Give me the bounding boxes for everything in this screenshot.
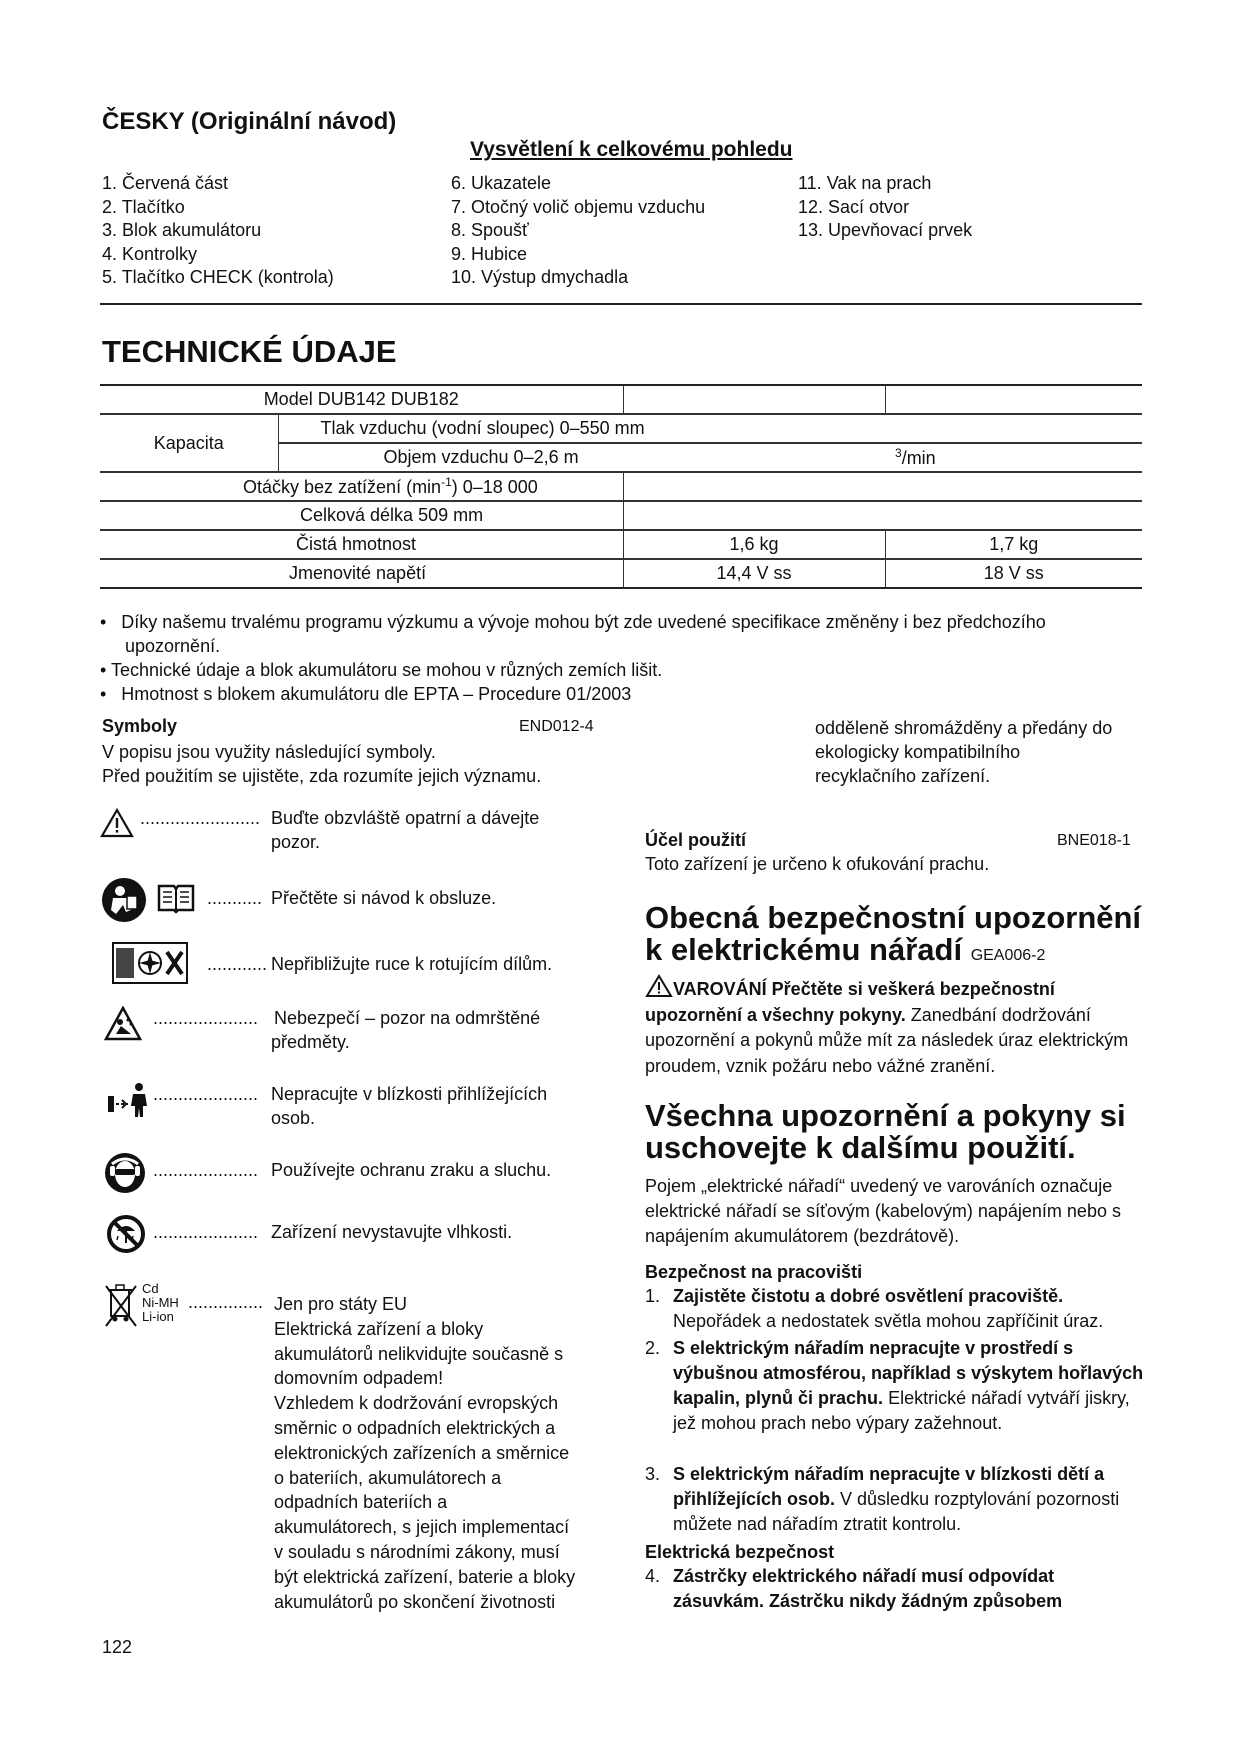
overview-item: 5. Tlačítko CHECK (kontrola) [102,267,334,287]
model-cell: Model DUB142 DUB182 [100,385,623,414]
symbol-row-bystanders: ..................... Nepracujte v blízkosti přihlížejících osob. [100,1082,610,1132]
list-item: 3. S elektrickým nářadím nepracujte v blízkosti dětí a přihlížejících osob. V důsledku rozptylování pozornosti můžete nad nářadím ztratit kontrolu. [645,1464,1120,1534]
symbols-intro: V popisu jsou využity následující symboly. Před použitím se ujistěte, zda rozumíte jejich významu. [102,742,542,786]
specs-title: TECHNICKÉ ÚDAJE [102,334,397,369]
general-safety-code: GEA006-2 [970,947,1046,964]
overview-item: 7. Otočný volič objemu vzduchu [451,196,706,217]
book-icon [156,882,196,914]
rotating-parts-hand-icon [112,942,188,984]
speed-value: ) 0–18 000 [451,477,538,497]
no-rain-icon [106,1214,146,1254]
weight-dub182: 1,7 kg [885,530,1142,559]
list-item: 1. Zajistěte čistotu a dobré osvětlení pracoviště. Nepořádek a nedostatek světla mohou zapříčinit úraz. [645,1286,1104,1331]
overview-item: 11. Vak na prach [798,173,932,193]
language-title: ČESKY (Originální návod) [102,108,397,135]
note-line: upozornění. [100,636,221,656]
voltage-label: Jmenovité napětí [100,559,623,588]
purpose-code: BNE018-1 [1057,832,1131,849]
keep-instructions-heading: Všechna upozornění a pokyny si uschovejte k dalšímu použití. [645,1098,1126,1165]
term-paragraph: Pojem „elektrické nářadí“ uvedený ve varováních označuje elektrické nářadí se síťovým (kabelovým) napájením nebo s napájením akumulátorem (bezdrátově). [645,1176,1121,1246]
warning-triangle-icon [645,974,673,998]
spec-notes [100,610,1140,706]
note-line: • Technické údaje a blok akumulátoru se mohou v různých zemích lišit. [100,660,663,680]
table-row [100,501,1142,530]
symbol-row-eu-disposal: Cd Ni-MH Li-ion ............... Jen pro státy EU Elektrická zařízení a bloky akumulátorů nelikvidujte současně s domovním odpadem! Vzhledem k dodržování evropských směrnic o odpadních elektrických a elektronických zařízeních a směrnice o bateriích, akumulátorech a odpadních bateriích a akumulátorech, s jejich implementací v souladu s národními zákony, musí být elektrická zařízení, baterie a bloky akumulátorů po skončení životnosti [100,1282,620,1622]
overview-item: 13. Upevňovací prvek [798,220,973,240]
overview-item: 4. Kontrolky [102,243,198,264]
overview-item: 6. Ukazatele [451,173,552,193]
volume-value: Objem vzduchu 0–2,6 m [383,447,579,467]
speed-cell [100,472,623,501]
eye-ear-protection-icon [104,1152,146,1194]
workplace-safety-heading: Bezpečnost na pracovišti [645,1262,863,1282]
symbol-row-read-manual: ........... Přečtěte si návod k obsluze. [100,876,610,924]
overview-item: 10. Výstup dmychadla [451,267,629,287]
overview-item: 9. Hubice [451,243,528,264]
overview-item: 3. Blok akumulátoru [102,220,262,240]
overview-column-1 [102,172,334,290]
list-item: 4. Zástrčky elektrického nářadí musí odpovídat zásuvkám. Zástrčku nikdy žádným způsobem [645,1566,1063,1611]
symbol-row-eye-ear-protection: ..................... Používejte ochranu zraku a sluchu. [100,1152,610,1200]
warning-triangle-icon [100,808,134,838]
purpose-heading: Účel použití [645,830,747,850]
table-row [100,414,1142,443]
symbol-row-rotating-parts: ............ Nepřibližujte ruce k rotujícím dílům. [100,940,610,988]
symbols-heading: Symboly [102,716,178,736]
flying-objects-warning-icon [104,1006,142,1042]
warning-paragraph: VAROVÁNÍ Přečtěte si veškerá bezpečnostní upozornění a všechny pokyny. Zanedbání dodržování upozornění a pokynů může mít za následek úraz elektrickým proudem, vznik požáru nebo vážné zranění. [645,974,1145,1079]
table-row [100,530,1142,559]
general-safety-heading: Obecná bezpečnostní upozornění k elektrickému nářadí GEA006-2 [645,900,1142,967]
crossed-bin-icon [104,1282,138,1330]
speed-sup: -1 [441,475,452,489]
weight-dub142: 1,6 kg [623,530,885,559]
specs-table [100,384,1142,589]
note-line: • Díky našemu trvalému programu výzkumu a vývoje mohou být zde uvedené specifikace změněny i bez předchozího [100,612,1046,632]
symbol-row-caution: ........................ Buďte obzvláště opatrní a dávejte pozor. [100,806,610,856]
electric-safety-heading: Elektrická bezpečnost [645,1542,835,1562]
list-item: 2. S elektrickým nářadím nepracujte v prostředí s výbušnou atmosférou, například s výskytem hořlavých kapalin, plynů či prachu. Elektrické nářadí vytváří jiskry, jež mohou prach nebo výpary zažehnout. [645,1338,1144,1433]
symbol-row-no-moisture: ..................... Zařízení nevystavujte vlhkosti. [100,1214,610,1262]
read-manual-person-icon [100,876,148,924]
volume-unit-sup: 3 [895,446,902,460]
overview-title: Vysvětlení k celkovému pohledu [470,138,793,161]
note-line: • Hmotnost s blokem akumulátoru dle EPTA – Procedure 01/2003 [100,684,632,704]
pressure-cell: Tlak vzduchu (vodní sloupec) 0–550 mm [278,414,1142,443]
section-divider [100,303,1142,305]
volume-cell [278,443,885,472]
symbols-code: END012-4 [519,718,594,735]
capacity-label: Kapacita [100,414,278,472]
table-row [100,472,1142,501]
page-number: 122 [102,1637,133,1657]
purpose-text: Toto zařízení je určeno k ofukování prachu. [645,854,990,874]
overview-item: 8. Spoušť [451,220,529,240]
speed-label: Otáčky bez zatížení (min [243,477,442,497]
battery-types: Cd Ni-MH Li-ion [142,1281,179,1324]
table-row [100,559,1142,588]
voltage-dub142: 14,4 V ss [623,559,885,588]
weight-label: Čistá hmotnost [100,530,623,559]
volume-unit-cell [885,443,1142,472]
eu-disposal-text: Jen pro státy EU Elektrická zařízení a bloky akumulátorů nelikvidujte současně s domovním odpadem! Vzhledem k dodržování evropských směrnic o odpadních elektrických a elektronických zařízeních a směrnice o bateriích, akumulátorech a odpadních bateriích a akumulátorech, s jejich implementací v souladu s národními zákony, musí být elektrická zařízení, baterie a bloky akumulátorů po skončení životnosti [274,1294,576,1612]
overview-column-3 [798,172,972,243]
length-cell: Celková délka 509 mm [100,501,623,530]
overview-item: 12. Sací otvor [798,196,910,217]
table-row [100,385,1142,414]
voltage-dub182: 18 V ss [885,559,1142,588]
overview-column-2 [451,172,705,290]
volume-unit: /min [901,448,936,468]
overview-item: 1. Červená část [102,173,229,193]
overview-item: 2. Tlačítko [102,196,185,217]
recycling-continued: odděleně shromážděny a předány do ekologicky kompatibilního recyklačního zařízení. [815,718,1113,786]
bystander-distance-icon [106,1082,152,1118]
symbol-row-flying-objects: ..................... Nebezpečí – pozor na odmrštěné předměty. [100,1006,610,1056]
